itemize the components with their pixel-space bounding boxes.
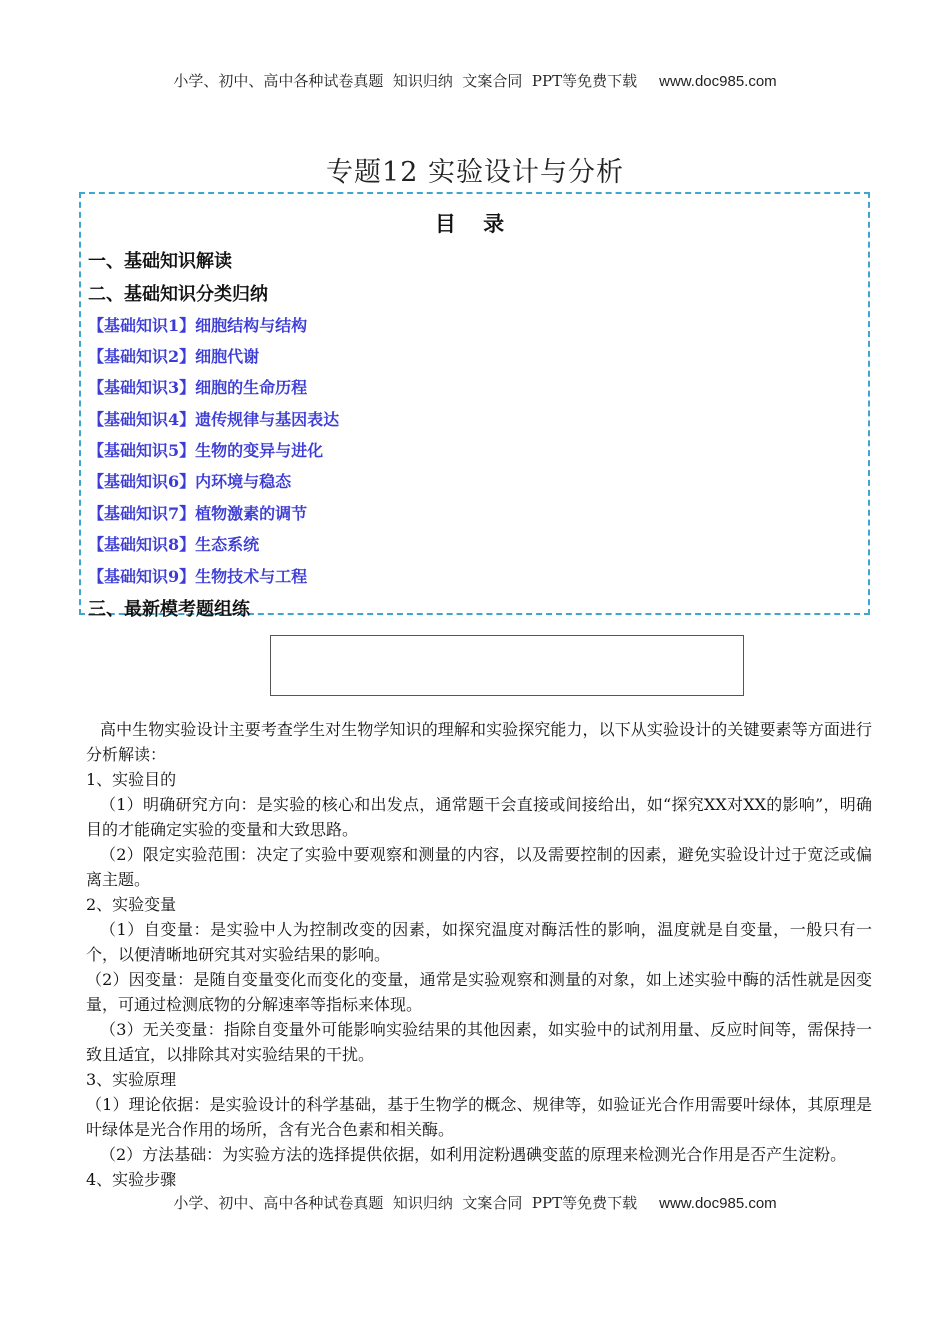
toc-item-6[interactable]: 【基础知识6】内环境与稳态 xyxy=(88,472,292,491)
toc-item-9[interactable]: 【基础知识9】生物技术与工程 xyxy=(88,567,308,586)
toc-section-3[interactable]: 三、最新模考题组练 xyxy=(88,599,250,620)
section-1-point-1: （1）明确研究方向：是实验的核心和出发点，通常题干会直接或间接给出，如“探究XX对XX的影响”，明确目的才能确定实验的变量和大致思路。 xyxy=(86,795,872,839)
intro-paragraph: 高中生物实验设计主要考查学生对生物学知识的理解和实验探究能力，以下从实验设计的关键要素等方面进行分析解读： xyxy=(86,720,872,764)
toc-item-8[interactable]: 【基础知识8】生态系统 xyxy=(88,535,260,554)
section-3-heading: 3、实验原理 xyxy=(86,1070,177,1089)
section-3-point-1: （1）理论依据：是实验设计的科学基础，基于生物学的概念、规律等，如验证光合作用需要叶绿体，其原理是叶绿体是光合作用的场所，含有光合色素和相关酶。 xyxy=(86,1095,872,1139)
page-footer xyxy=(0,1192,950,1213)
section-2-point-3: （3）无关变量：指除自变量外可能影响实验结果的其他因素，如实验中的试剂用量、反应时间等，需保持一致且适宜，以排除其对实验结果的干扰。 xyxy=(86,1020,872,1064)
page-title: 专题12 实验设计与分析 xyxy=(326,157,624,188)
toc-section-1[interactable]: 一、基础知识解读 xyxy=(88,251,232,272)
blank-frame xyxy=(270,635,744,696)
section-2-heading: 2、实验变量 xyxy=(86,895,177,914)
header-text: 小学、初中、高中各种试卷真题 知识归纳 文案合同 PPT等免费下载 xyxy=(173,72,638,90)
toc-section-2[interactable]: 二、基础知识分类归纳 xyxy=(88,284,268,305)
section-2-point-2: （2）因变量：是随自变量变化而变化的变量，通常是实验观察和测量的对象，如上述实验中酶的活性就是因变量，可通过检测底物的分解速率等指标来体现。 xyxy=(86,970,872,1014)
footer-url[interactable]: www.doc985.com xyxy=(659,1195,777,1212)
toc-item-7[interactable]: 【基础知识7】植物激素的调节 xyxy=(88,504,308,523)
toc-item-2[interactable]: 【基础知识2】细胞代谢 xyxy=(88,347,260,366)
body-content xyxy=(86,717,872,1192)
footer-text: 小学、初中、高中各种试卷真题 知识归纳 文案合同 PPT等免费下载 xyxy=(173,1194,638,1212)
toc-heading: 目 录 xyxy=(434,211,515,236)
toc-item-4[interactable]: 【基础知识4】遗传规律与基因表达 xyxy=(88,410,340,429)
section-3-point-2: （2）方法基础：为实验方法的选择提供依据，如利用淀粉遇碘变蓝的原理来检测光合作用是否产生淀粉。 xyxy=(100,1145,847,1164)
section-2-point-1: （1）自变量：是实验中人为控制改变的因素，如探究温度对酶活性的影响，温度就是自变量，一般只有一个，以便清晰地研究其对实验结果的影响。 xyxy=(86,920,872,964)
header-url[interactable]: www.doc985.com xyxy=(659,73,777,90)
table-of-contents xyxy=(79,192,870,620)
toc-item-1[interactable]: 【基础知识1】细胞结构与结构 xyxy=(88,316,308,335)
section-4-heading: 4、实验步骤 xyxy=(86,1170,177,1189)
toc-item-5[interactable]: 【基础知识5】生物的变异与进化 xyxy=(88,441,324,460)
toc-item-3[interactable]: 【基础知识3】细胞的生命历程 xyxy=(88,378,308,397)
page-header xyxy=(0,70,950,91)
section-1-point-2: （2）限定实验范围：决定了实验中要观察和测量的内容，以及需要控制的因素，避免实验设计过于宽泛或偏离主题。 xyxy=(86,845,872,889)
section-1-heading: 1、实验目的 xyxy=(86,770,177,789)
